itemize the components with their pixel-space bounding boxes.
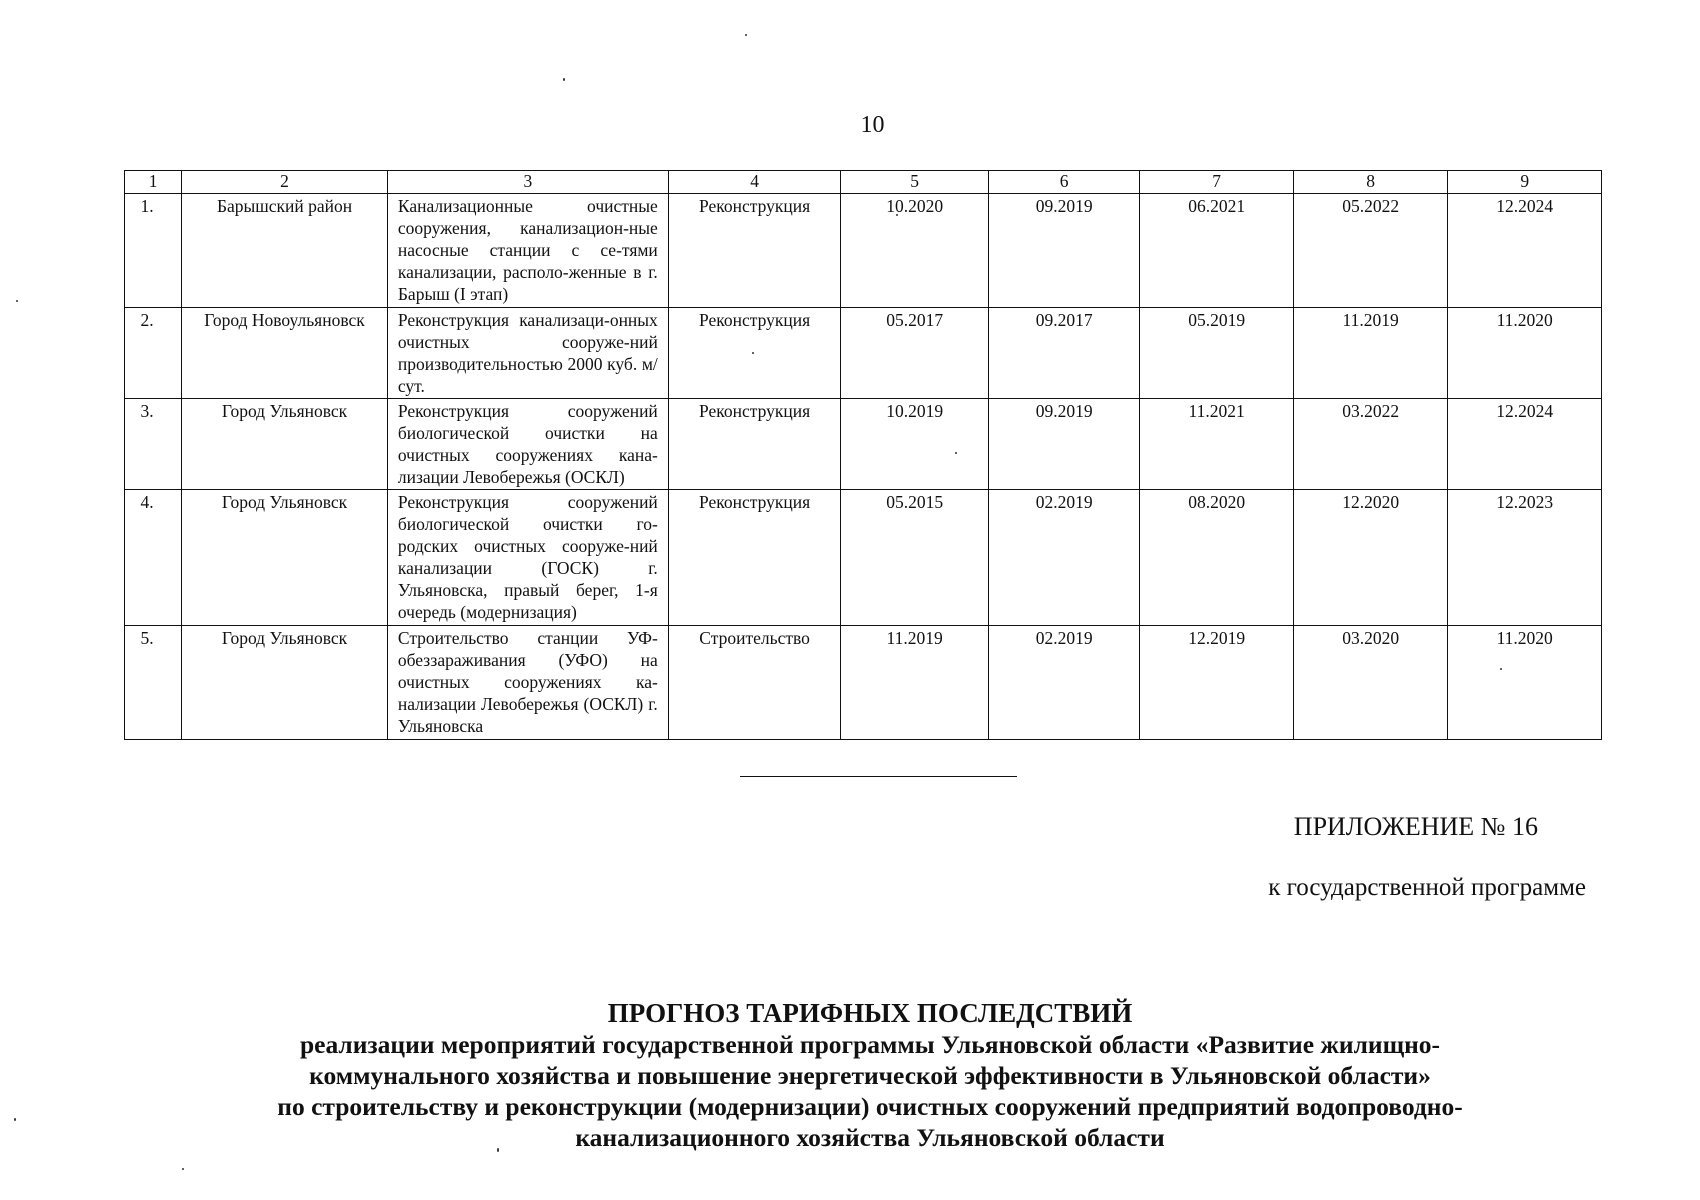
column-header: 8 xyxy=(1293,171,1448,194)
table-row xyxy=(125,399,1602,490)
date-cell: 05.2017 xyxy=(841,308,988,399)
date-cell: 03.2020 xyxy=(1293,626,1448,740)
row-number: 1. xyxy=(125,194,182,308)
column-header: 2 xyxy=(182,171,388,194)
column-header: 1 xyxy=(125,171,182,194)
column-header: 6 xyxy=(988,171,1140,194)
date-cell: 03.2022 xyxy=(1293,399,1448,490)
table-header-row xyxy=(125,171,1602,194)
column-header: 9 xyxy=(1448,171,1602,194)
work-type-cell: Реконструкция xyxy=(668,490,841,626)
date-cell: 12.2024 xyxy=(1448,194,1602,308)
date-cell: 12.2019 xyxy=(1140,626,1294,740)
date-cell: 05.2019 xyxy=(1140,308,1294,399)
scan-speck xyxy=(16,300,18,302)
region-cell: Город Ульяновск xyxy=(182,399,388,490)
table-row xyxy=(125,308,1602,399)
row-number: 4. xyxy=(125,490,182,626)
object-cell: Реконструкция сооружений биологической очистки на очистных сооружениях кана-лизации Левобережья (ОСКЛ) xyxy=(387,399,668,490)
region-cell: Город Новоульяновск xyxy=(182,308,388,399)
object-cell: Реконструкция канализаци-онных очистных сооруже-ний производительностью 2000 куб. м/сут. xyxy=(387,308,668,399)
separator-line xyxy=(740,776,1017,777)
appendix-subtitle: к государственной программе xyxy=(1268,874,1586,901)
document-title xyxy=(120,998,1620,1153)
table-row xyxy=(125,626,1602,740)
column-header: 7 xyxy=(1140,171,1294,194)
date-cell: 12.2020 xyxy=(1293,490,1448,626)
object-cell: Строительство станции УФ-обеззараживания (УФО) на очистных сооружениях ка-нализации Левобережья (ОСКЛ) г. Ульяновска xyxy=(387,626,668,740)
date-cell: 09.2019 xyxy=(988,194,1140,308)
title-line: по строительству и реконструкции (модернизации) очистных сооружений предприятий водопроводно- xyxy=(277,1092,1463,1121)
work-type-cell: Строительство xyxy=(668,626,841,740)
date-cell: 09.2019 xyxy=(988,399,1140,490)
scan-speck xyxy=(745,34,747,36)
work-type-cell: Реконструкция xyxy=(668,399,841,490)
region-cell: Барышский район xyxy=(182,194,388,308)
date-cell: 09.2017 xyxy=(988,308,1140,399)
date-cell: 10.2020 xyxy=(841,194,988,308)
work-type-cell: Реконструкция xyxy=(668,194,841,308)
date-cell: 06.2021 xyxy=(1140,194,1294,308)
column-header: 5 xyxy=(841,171,988,194)
page-number: 10 xyxy=(860,112,885,138)
column-header: 4 xyxy=(668,171,841,194)
title-line: канализационного хозяйства Ульяновской области xyxy=(575,1123,1165,1152)
date-cell: 05.2022 xyxy=(1293,194,1448,308)
date-cell: 12.2023 xyxy=(1448,490,1602,626)
work-type-cell: Реконструкция xyxy=(668,308,841,399)
date-cell: 05.2015 xyxy=(841,490,988,626)
title-line: реализации мероприятий государственной программы Ульяновской области «Развитие жилищно- xyxy=(299,1030,1441,1059)
appendix-title: ПРИЛОЖЕНИЕ № 16 xyxy=(1293,812,1538,841)
object-cell: Канализационные очистные сооружения, канализацион-ные насосные станции с се-тями канализации, располо-женные в г. Барыш (I этап) xyxy=(387,194,668,308)
scan-speck xyxy=(14,1118,16,1121)
scan-speck xyxy=(182,1168,184,1170)
row-number: 3. xyxy=(125,399,182,490)
title-line: коммунального хозяйства и повышение энергетической эффективности в Ульяновской области» xyxy=(309,1061,1431,1090)
date-cell: 02.2019 xyxy=(988,490,1140,626)
date-cell: 11.2020 xyxy=(1448,626,1602,740)
date-cell: 11.2019 xyxy=(841,626,988,740)
projects-table xyxy=(124,170,1602,740)
date-cell: 11.2019 xyxy=(1293,308,1448,399)
date-cell: 08.2020 xyxy=(1140,490,1294,626)
document-heading: ПРОГНОЗ ТАРИФНЫХ ПОСЛЕДСТВИЙ xyxy=(607,998,1133,1028)
date-cell: 11.2021 xyxy=(1140,399,1294,490)
region-cell: Город Ульяновск xyxy=(182,490,388,626)
table-row xyxy=(125,194,1602,308)
table-row xyxy=(125,490,1602,626)
date-cell: 10.2019 xyxy=(841,399,988,490)
region-cell: Город Ульяновск xyxy=(182,626,388,740)
row-number: 5. xyxy=(125,626,182,740)
date-cell: 11.2020 xyxy=(1448,308,1602,399)
row-number: 2. xyxy=(125,308,182,399)
date-cell: 02.2019 xyxy=(988,626,1140,740)
scan-speck xyxy=(563,78,565,81)
date-cell: 12.2024 xyxy=(1448,399,1602,490)
object-cell: Реконструкция сооружений биологической очистки го-родских очистных сооруже-ний канализации (ГОСК) г. Ульяновска, правый берег, 1-я очередь (модернизация) xyxy=(387,490,668,626)
column-header: 3 xyxy=(387,171,668,194)
